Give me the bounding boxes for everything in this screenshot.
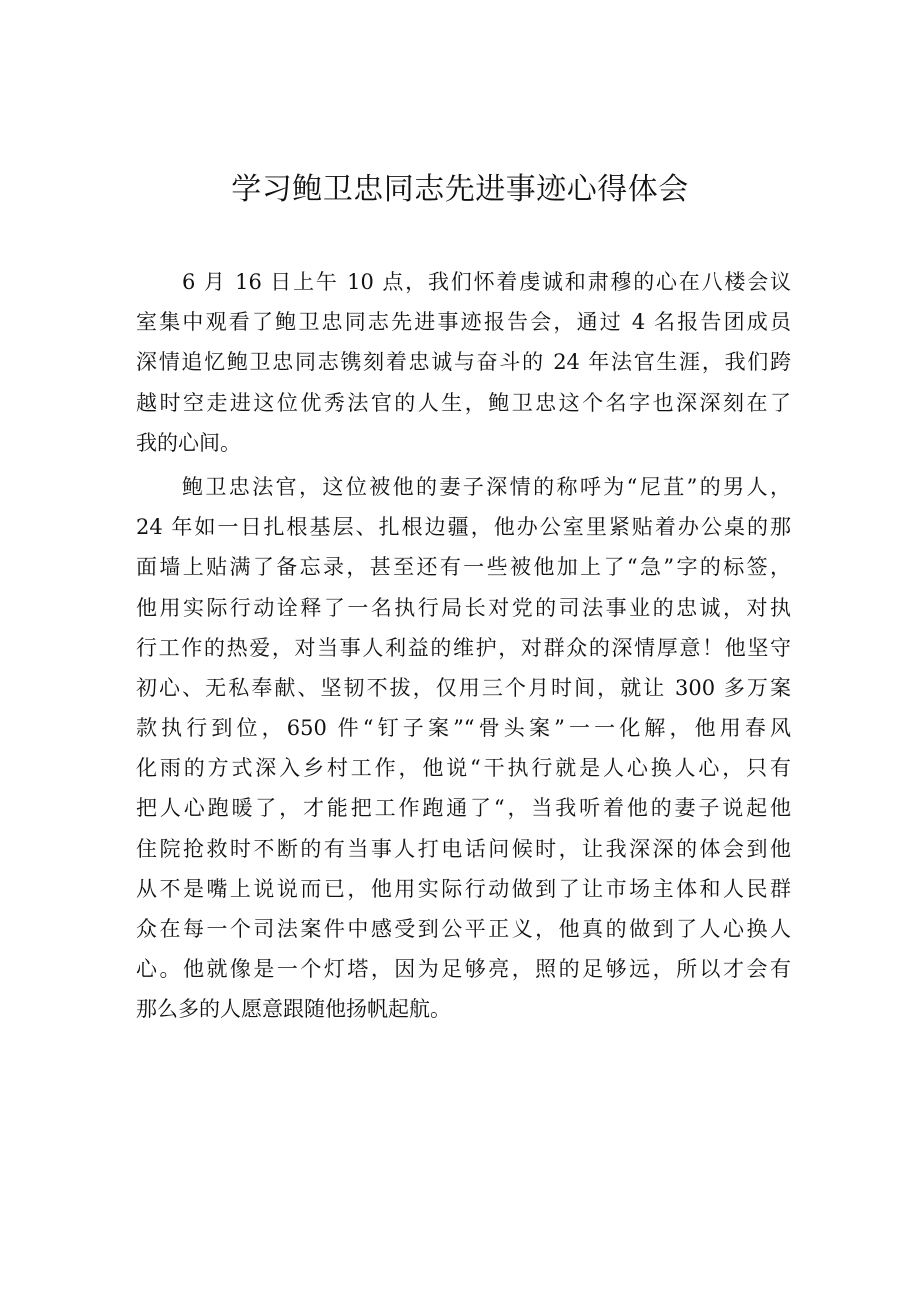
paragraph-line: 6 月 16 日上午 10 点，我们怀着虔诚和肃穆的心在八楼会议 bbox=[182, 270, 791, 294]
paragraph-line: 那么多的人愿意跟随他扬帆起航。 bbox=[136, 997, 451, 1022]
paragraph-line: 我的心间。 bbox=[136, 430, 241, 455]
paragraph-line: 化雨的方式深入乡村工作，他说“干执行就是人心换人心，只有 bbox=[136, 756, 791, 781]
paragraph-line: 从不是嘴上说说而已，他用实际行动做到了让市场主体和人民群 bbox=[136, 876, 791, 901]
paragraph-line: 深情追忆鲍卫忠同志镌刻着忠诚与奋斗的 24 年法官生涯，我们跨 bbox=[136, 350, 791, 375]
document-title: 学习鲍卫忠同志先进事迹心得体会 bbox=[231, 172, 689, 207]
paragraph-line: 越时空走进这位优秀法官的人生，鲍卫忠这个名字也深深刻在了 bbox=[136, 390, 791, 415]
paragraph-line: 心。他就像是一个灯塔，因为足够亮，照的足够远，所以才会有 bbox=[136, 957, 791, 982]
paragraph-line: 把人心跑暖了，才能把工作跑通了“，当我听着他的妻子说起他 bbox=[136, 796, 791, 821]
paragraph-line: 室集中观看了鲍卫忠同志先进事迹报告会，通过 4 名报告团成员 bbox=[136, 310, 791, 335]
paragraph-line: 面墙上贴满了备忘录，甚至还有一些被他加上了“急”字的标签， bbox=[136, 555, 791, 580]
paragraph-line: 款执行到位，650 件“钉子案”“骨头案”一一化解，他用春风 bbox=[136, 716, 791, 741]
paragraph-line: 行工作的热爱，对当事人利益的维护，对群众的深情厚意！他坚守 bbox=[136, 635, 791, 660]
paragraph-1 bbox=[136, 262, 791, 463]
paragraph-line: 初心、无私奉献、坚韧不拔，仅用三个月时间，就让 300 多万案 bbox=[136, 675, 791, 700]
paragraph-line: 鲍卫忠法官，这位被他的妻子深情的称呼为“尼苴”的男人， bbox=[182, 474, 791, 499]
paragraph-line: 他用实际行动诠释了一名执行局长对党的司法事业的忠诚，对执 bbox=[136, 595, 791, 620]
paragraph-2 bbox=[136, 467, 791, 1030]
document-body bbox=[136, 262, 791, 1030]
paragraph-line: 24 年如一日扎根基层、扎根边疆，他办公室里紧贴着办公桌的那 bbox=[136, 515, 791, 540]
paragraph-line: 众在每一个司法案件中感受到公平正义，他真的做到了人心换人 bbox=[136, 917, 791, 941]
paragraph-line: 住院抢救时不断的有当事人打电话问候时，让我深深的体会到他 bbox=[136, 836, 791, 861]
